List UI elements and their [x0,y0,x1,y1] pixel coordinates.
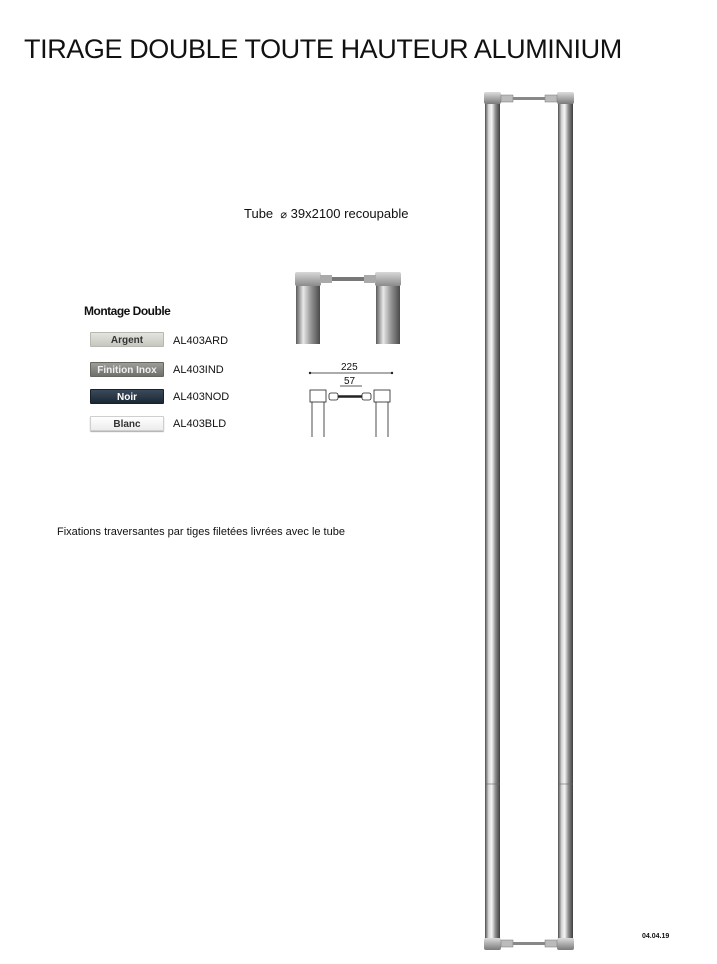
handle-cap-bottom-right [557,938,574,950]
handle-cap-top-left [484,92,501,104]
photo-tube-left [296,284,320,344]
ref-blanc: AL403BLD [173,418,227,430]
document-date: 04.04.19 [642,933,670,940]
swatch-argent: Argent [90,332,164,347]
photo-tube-right [376,284,400,344]
ref-noir: AL403NOD [173,391,230,403]
tube-spec [244,206,408,221]
photo-nut-left [320,275,332,283]
handle-cap-bottom-left [484,938,501,950]
dimension-drawing [300,355,410,439]
handle-rod-bottom [513,942,545,945]
diameter-icon: ⌀ [280,209,288,221]
handle-bar-left [485,100,500,948]
ref-argent: AL403ARD [173,335,229,347]
handle-bar-right [558,100,573,948]
dim-inner-label: 57 [344,376,356,387]
handle-cap-top-right [557,92,574,104]
photo-rod [332,277,364,281]
dim-outer-label: 225 [341,362,358,373]
tube-prefix: Tube [244,206,274,221]
handle-illustration [470,88,590,958]
page-title: TIRAGE DOUBLE TOUTE HAUTEUR ALUMINIUM [24,34,622,64]
photo-cap-right [375,272,401,286]
tube-spec-value: 39x2100 recoupable [290,206,409,221]
connector-photo [290,268,406,344]
ref-inox: AL403IND [173,364,224,376]
handle-rod-top [513,97,545,100]
swatch-blanc: Blanc [90,416,164,431]
photo-cap-left [295,272,321,286]
photo-nut-right [364,275,376,283]
swatch-finition-inox: Finition Inox [90,362,164,377]
montage-heading: Montage Double [84,304,171,318]
fixing-note: Fixations traversantes par tiges filetées livrées avec le tube [57,526,345,538]
swatch-noir: Noir [90,389,164,404]
